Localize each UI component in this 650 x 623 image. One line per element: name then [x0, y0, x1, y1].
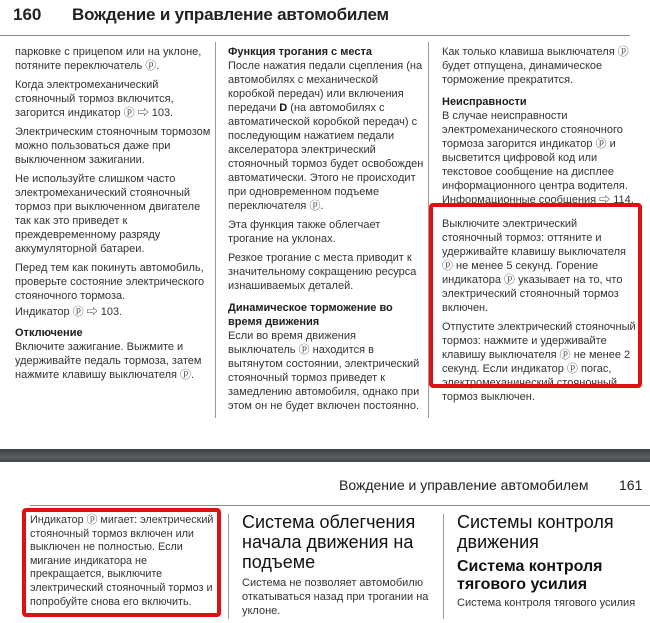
gear-label: D [279, 102, 288, 114]
text-run: (на автомобилях с автоматической коробкой передач) с последующим нажатием педали акселератора электрический стояночный тормоз будет освобожден автоматически. Этого не происходит при одновременном подъеме переключателя ⓟ. [228, 102, 424, 212]
column-divider [443, 514, 444, 619]
paragraph: Система контроля тягового усилия [457, 597, 636, 609]
text-run: После нажатия педали сцепления (на автомобилях с механической коробкой передач) или включения передачи [228, 60, 423, 114]
header-rule [30, 505, 650, 506]
paragraph: парковке с прицепом или на уклоне, потяните переключатель ⓟ. [15, 46, 202, 72]
paragraph: Если во время движения выключатель ⓟ находится в вытянутом состоянии, электрический стояночный тормоз приведет к замедлению автомобиля, однако при этом он не будет включен постоянно. [228, 330, 420, 412]
section-heading-traction-control: Система контроля тягового усилия [457, 558, 603, 593]
highlighted-paragraph: Индикатор ⓟ мигает: электрический стояночный тормоз включен или выключен не полностью. Если мигание индикатора не прекращается, выключите электрический стояночный тормоз и попробуйте снова его включить. [30, 514, 214, 608]
column-1 [15, 45, 211, 387]
paragraph: Как только клавиша выключателя ⓟ будет отпущена, динамическое торможение прекратится. [442, 46, 629, 86]
section-heading-dynamic-braking: Динамическое торможение во время движения [228, 302, 393, 328]
page-number: 161 [619, 477, 643, 493]
column-1 [30, 514, 218, 614]
paragraph: В случае неисправности электромеханического стояночного тормоза загорится индикатор ⓟ и высветится цифровой код или текстовое сообщение на дисплее информационного центра водителя. Информационные сообщения ⇨ 114. [442, 110, 634, 206]
paragraph [228, 59, 425, 213]
column-2 [228, 45, 425, 418]
highlighted-paragraph: Выключите электрический стояночный тормоз: оттяните и удерживайте клавишу выключателя ⓟ не менее 5 секунд. Горение индикатора ⓟ указывает на то, что электрический стояночный тормоз включен. [442, 218, 626, 314]
column-2 [242, 512, 437, 623]
section-heading-traction-systems: Системы контроля движения [457, 512, 614, 552]
column-3 [457, 512, 647, 615]
paragraph: Система не позволяет автомобилю откатываться назад при трогании на уклоне. [242, 577, 429, 617]
column-divider [228, 514, 229, 619]
page-separator [0, 449, 650, 462]
page-number: 160 [13, 5, 42, 24]
paragraph: Электрическим стояночным тормозом можно пользоваться даже при выключенном зажигании. [15, 126, 211, 166]
page-title: Вождение и управление автомобилем [339, 477, 589, 493]
section-heading-hill-start: Система облегчения начала движения на подъеме [242, 512, 416, 572]
paragraph: Когда электромеханический стояночный тормоз включится, загорится индикатор ⓟ ⇨ 103. [15, 79, 174, 119]
page-title: Вождение и управление автомобилем [72, 5, 389, 24]
section-heading-start-function: Функция трогания с места [228, 46, 372, 58]
column-3 [442, 45, 636, 409]
highlighted-paragraph: Отпустите электрический стояночный тормоз: нажмите и удерживайте клавишу выключателя ⓟ не менее 2 секунд. Если индикатор ⓟ погас, электромеханический стояночный тормоз выключен. [442, 321, 636, 403]
column-divider [215, 42, 216, 418]
paragraph: Индикатор ⓟ ⇨ 103. [15, 306, 123, 318]
section-heading-faults: Неисправности [442, 96, 527, 108]
paragraph: Резкое трогание с места приводит к значительному сокращению ресурса изнашиваемых деталей. [228, 252, 417, 292]
paragraph: Эта функция также облегчает трогание на уклонах. [228, 219, 381, 245]
section-heading-off: Отключение [15, 327, 83, 339]
column-divider [428, 42, 429, 418]
paragraph: Перед тем как покинуть автомобиль, проверьте состояние электрического стояночного тормоза. [15, 262, 205, 302]
paragraph: Включите зажигание. Выжмите и удерживайте педаль тормоза, затем нажмите клавишу выключателя ⓟ. [15, 341, 202, 381]
header-rule [0, 35, 630, 36]
paragraph: Не используйте слишком часто электромеханический стояночный тормоз при выключенном двигателе так как это приведет к преждевременному разряду аккумуляторной батареи. [15, 173, 201, 255]
